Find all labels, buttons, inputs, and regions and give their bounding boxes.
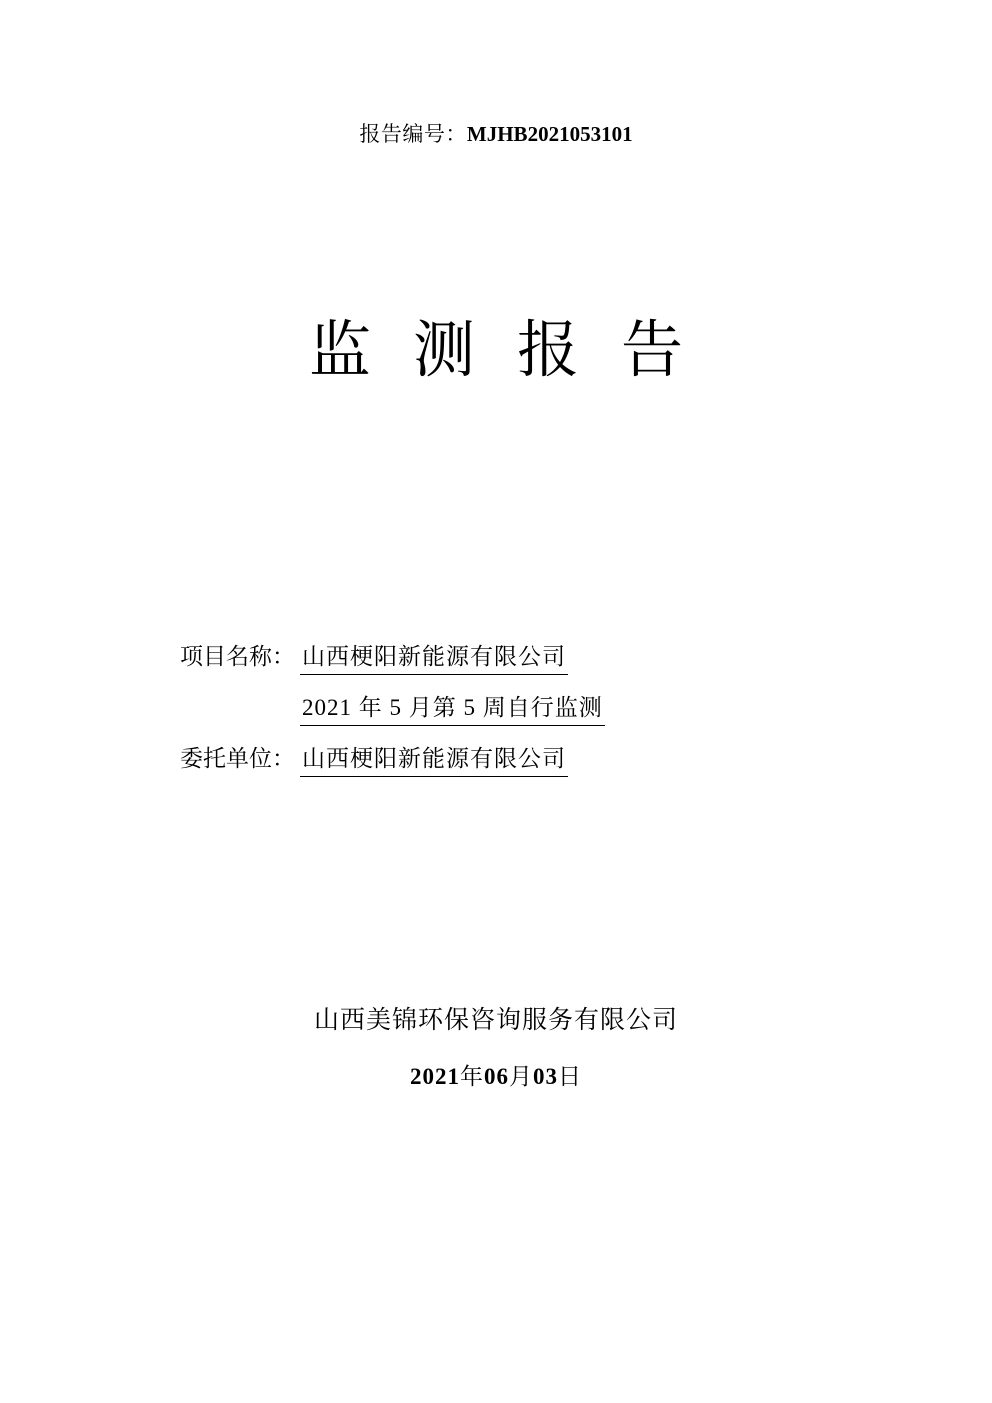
issue-date: [0, 1058, 992, 1091]
issue-date-year-unit: 年: [460, 1064, 484, 1089]
project-name-value-cont: [300, 691, 992, 726]
project-name-value: [300, 640, 992, 675]
report-number-label: 报告编号：: [359, 122, 467, 146]
field-row-client: [0, 742, 992, 777]
client-label: 委托单位：: [180, 746, 295, 771]
footer-block: [0, 1000, 992, 1091]
report-number-value: MJHB2021053101: [466, 122, 633, 146]
issue-date-month-unit: 月: [509, 1064, 533, 1089]
issuer-name: 山西美锦环保咨询服务有限公司: [313, 1007, 678, 1034]
project-name-label: 项目名称：: [180, 644, 295, 669]
report-number: [0, 118, 992, 148]
issue-date-day: 03: [533, 1064, 558, 1089]
issue-date-year: 2021: [410, 1064, 460, 1089]
field-row-project-name-cont: [0, 691, 992, 726]
project-name-value-line2: 2021 年 5 月第 5 周自行监测: [300, 693, 605, 726]
client-value: [300, 742, 992, 777]
client-value-line1: 山西梗阳新能源有限公司: [300, 744, 568, 777]
project-name-value-line1: 山西梗阳新能源有限公司: [300, 642, 568, 675]
issue-date-month: 06: [484, 1064, 509, 1089]
issue-date-day-unit: 日: [558, 1064, 582, 1089]
page-title: 监测报告: [308, 317, 725, 385]
field-block: [0, 640, 992, 793]
field-row-project-name: [0, 640, 992, 675]
